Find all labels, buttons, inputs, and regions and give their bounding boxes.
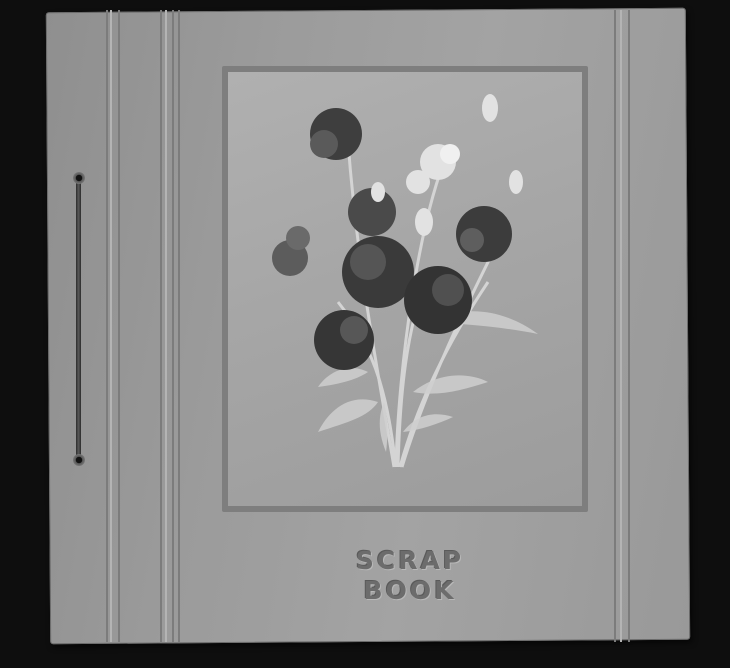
floral-illustration <box>228 72 582 506</box>
border-groove <box>165 10 167 642</box>
border-groove <box>614 10 616 642</box>
cover-title-scrap: SCRAP <box>355 546 465 575</box>
carnation-bouquet <box>228 72 582 506</box>
border-groove <box>628 10 630 642</box>
faded-embossed-script <box>210 26 570 56</box>
bottom-grommet <box>73 454 85 466</box>
top-grommet <box>73 172 85 184</box>
spine-groove <box>118 10 120 642</box>
spine-groove <box>106 10 108 642</box>
border-groove <box>172 10 174 642</box>
faded-subtitle-script <box>248 522 448 546</box>
cover-title-book: BOOK <box>363 576 457 605</box>
carnation-flowers <box>272 108 512 370</box>
border-groove <box>620 10 622 642</box>
spine-groove <box>110 10 112 642</box>
binding-cord <box>76 178 81 463</box>
border-groove <box>178 10 180 642</box>
border-groove <box>160 10 162 642</box>
